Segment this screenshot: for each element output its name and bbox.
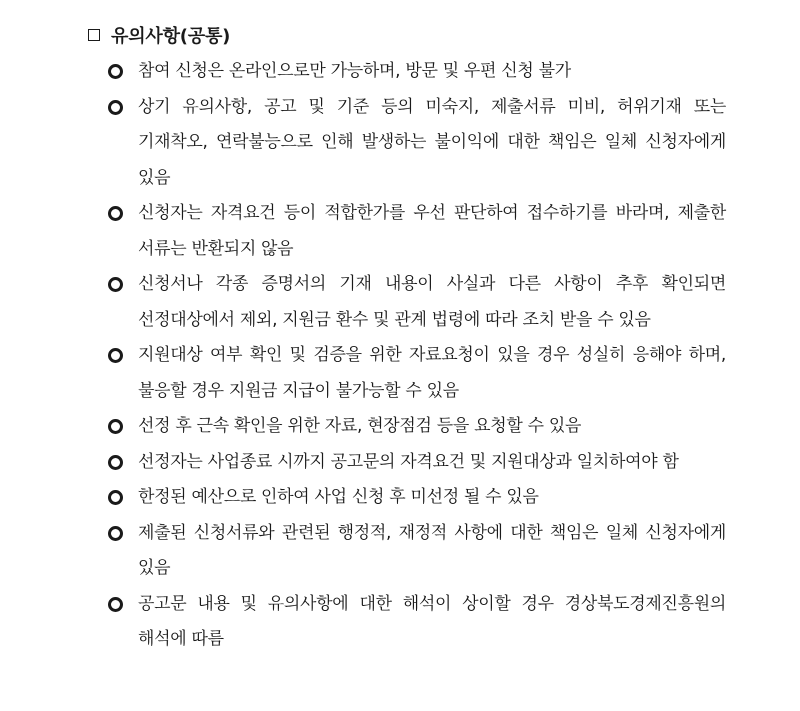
checkbox-square-icon: [88, 29, 100, 41]
list-item: [108, 587, 726, 658]
list-item: [108, 90, 726, 197]
list-item: [108, 267, 726, 338]
section-heading-text: 유의사항(공통): [111, 26, 231, 47]
circle-bullet-icon: [108, 597, 123, 612]
list-item-text: 참여 신청은 온라인으로만 가능하며, 방문 및 우편 신청 불가: [138, 61, 571, 81]
circle-bullet-icon: [108, 490, 123, 505]
list-item-text: 신청서나 각종 증명서의 기재 내용이 사실과 다른 사항이 추후 확인되면 선정대상에서 제외, 지원금 환수 및 관계 법령에 따라 조치 받을 수 있음: [138, 274, 726, 330]
list-item-text: 상기 유의사항, 공고 및 기준 등의 미숙지, 제출서류 미비, 허위기재 또는 기재착오, 연락불능으로 인해 발생하는 불이익에 대한 책임은 일체 신청자에게 있음: [138, 96, 726, 188]
list-item-text: 지원대상 여부 확인 및 검증을 위한 자료요청이 있을 경우 성실히 응해야 하며, 불응할 경우 지원금 지급이 불가능할 수 있음: [138, 345, 726, 401]
circle-bullet-icon: [108, 64, 123, 79]
list-item: [108, 409, 726, 445]
list-item: [108, 445, 726, 481]
circle-bullet-icon: [108, 277, 123, 292]
list-item-text: 공고문 내용 및 유의사항에 대한 해석이 상이할 경우 경상북도경제진흥원의 해석에 따름: [138, 593, 726, 649]
list-item-text: 선정 후 근속 확인을 위한 자료, 현장점검 등을 요청할 수 있음: [138, 416, 582, 436]
notice-list: [108, 54, 726, 658]
list-item: [108, 516, 726, 587]
list-item-text: 제출된 신청서류와 관련된 행정적, 재정적 사항에 대한 책임은 일체 신청자에게 있음: [138, 522, 726, 578]
list-item-text: 신청자는 자격요건 등이 적합한가를 우선 판단하여 접수하기를 바라며, 제출한 서류는 반환되지 않음: [138, 203, 726, 259]
circle-bullet-icon: [108, 206, 123, 221]
circle-bullet-icon: [108, 455, 123, 470]
section-heading: [88, 20, 230, 50]
circle-bullet-icon: [108, 419, 123, 434]
circle-bullet-icon: [108, 348, 123, 363]
list-item-text: 한정된 예산으로 인하여 사업 신청 후 미선정 될 수 있음: [138, 487, 539, 507]
list-item: [108, 338, 726, 409]
circle-bullet-icon: [108, 526, 123, 541]
circle-bullet-icon: [108, 100, 123, 115]
list-item: [108, 54, 726, 90]
list-item: [108, 196, 726, 267]
list-item: [108, 480, 726, 516]
list-item-text: 선정자는 사업종료 시까지 공고문의 자격요건 및 지원대상과 일치하여야 함: [138, 451, 679, 472]
